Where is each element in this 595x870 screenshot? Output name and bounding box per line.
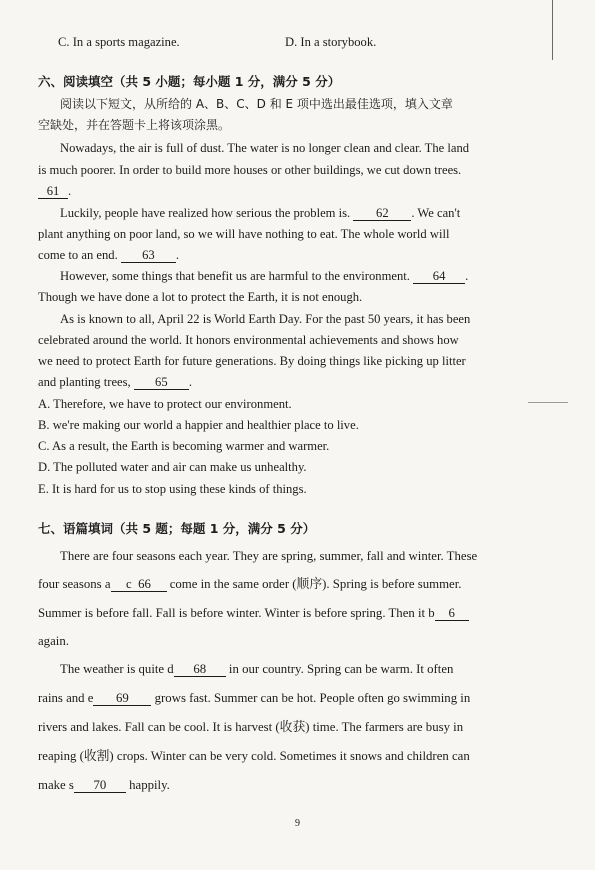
blank-61[interactable]: 61 bbox=[38, 184, 68, 199]
option-e[interactable]: E. It is hard for us to stop using these kinds of things. bbox=[38, 482, 307, 496]
passage-line: Though we have done a lot to protect the Earth, it is not enough. bbox=[38, 290, 363, 304]
section-6-heading: 六、阅读填空（共 5 小题；每小题 1 分，满分 5 分） bbox=[38, 74, 341, 89]
passage-line: make s 70 happily. bbox=[38, 778, 170, 792]
passage-line: However, some things that benefit us are harmful to the environment. 64 . bbox=[60, 269, 469, 283]
page-number: 9 bbox=[295, 818, 300, 829]
section-6-instruction-2: 空缺处，并在答题卡上将该项涂黑。 bbox=[38, 118, 231, 132]
passage-line: we need to protect Earth for future generations. By doing things like picking up litter bbox=[38, 354, 466, 368]
passage-line: 61 . bbox=[38, 183, 557, 199]
blank-64[interactable]: 64 bbox=[413, 269, 465, 284]
option-c-top: C. In a sports magazine. bbox=[58, 35, 180, 49]
option-b[interactable]: B. we're making our world a happier and healthier place to live. bbox=[38, 418, 359, 432]
blank-68[interactable]: 68 bbox=[174, 662, 226, 677]
option-d-top: D. In a storybook. bbox=[285, 35, 377, 49]
section-7-heading: 七、语篇填词（共 5 题；每题 1 分，满分 5 分） bbox=[38, 521, 316, 536]
passage-line: rains and e 69 grows fast. Summer can be hot. People often go swimming in bbox=[38, 691, 471, 705]
passage-line: four seasons a c 66 come in the same order (顺序). Spring is before summer. bbox=[38, 577, 462, 591]
option-a[interactable]: A. Therefore, we have to protect our environment. bbox=[38, 397, 292, 411]
blank-63[interactable]: 63 bbox=[121, 248, 176, 263]
option-d[interactable]: D. The polluted water and air can make us unhealthy. bbox=[38, 460, 307, 474]
passage-line: plant anything on poor land, so we will have nothing to eat. The whole world will bbox=[38, 227, 450, 241]
blank-66[interactable]: c 66 bbox=[111, 577, 167, 592]
passage-line: Nowadays, the air is full of dust. The water is no longer clean and clear. The land bbox=[60, 141, 470, 155]
passage-line: Luckily, people have realized how serious the problem is. 62 . We can't bbox=[60, 206, 461, 220]
passage-line: celebrated around the world. It honors environmental achievements and shows how bbox=[38, 333, 459, 347]
passage-line: reaping (收割) crops. Winter can be very cold. Sometimes it snows and children can bbox=[38, 749, 470, 763]
passage-line: rivers and lakes. Fall can be cool. It is harvest (收获) time. The farmers are busy in bbox=[38, 720, 464, 734]
passage-line: The weather is quite d 68 in our country. Spring can be warm. It often bbox=[60, 662, 454, 676]
passage-line: is much poorer. In order to build more houses or other buildings, we cut down trees. bbox=[38, 163, 462, 177]
blank-70[interactable]: 70 bbox=[74, 778, 126, 793]
option-c[interactable]: C. As a result, the Earth is becoming warmer and warmer. bbox=[38, 439, 330, 453]
section-6-instruction-1: 阅读以下短文，从所给的 A、B、C、D 和 E 项中选出最佳选项，填入文章 bbox=[60, 97, 453, 111]
passage-line: There are four seasons each year. They are spring, summer, fall and winter. These bbox=[60, 549, 478, 563]
scan-mark-top-right bbox=[552, 0, 553, 60]
scan-mark-right bbox=[528, 402, 568, 403]
passage-line: and planting trees, 65 . bbox=[38, 375, 192, 389]
blank-65[interactable]: 65 bbox=[134, 375, 189, 390]
blank-67[interactable]: 6 bbox=[435, 606, 469, 621]
passage-line: come to an end. 63 . bbox=[38, 248, 180, 262]
blank-62[interactable]: 62 bbox=[353, 206, 411, 221]
passage-line: Summer is before fall. Fall is before winter. Winter is before spring. Then it b 6 bbox=[38, 605, 557, 622]
passage-line: again. bbox=[38, 634, 69, 648]
blank-69[interactable]: 69 bbox=[93, 691, 151, 706]
passage-line: As is known to all, April 22 is World Earth Day. For the past 50 years, it has been bbox=[60, 312, 471, 326]
